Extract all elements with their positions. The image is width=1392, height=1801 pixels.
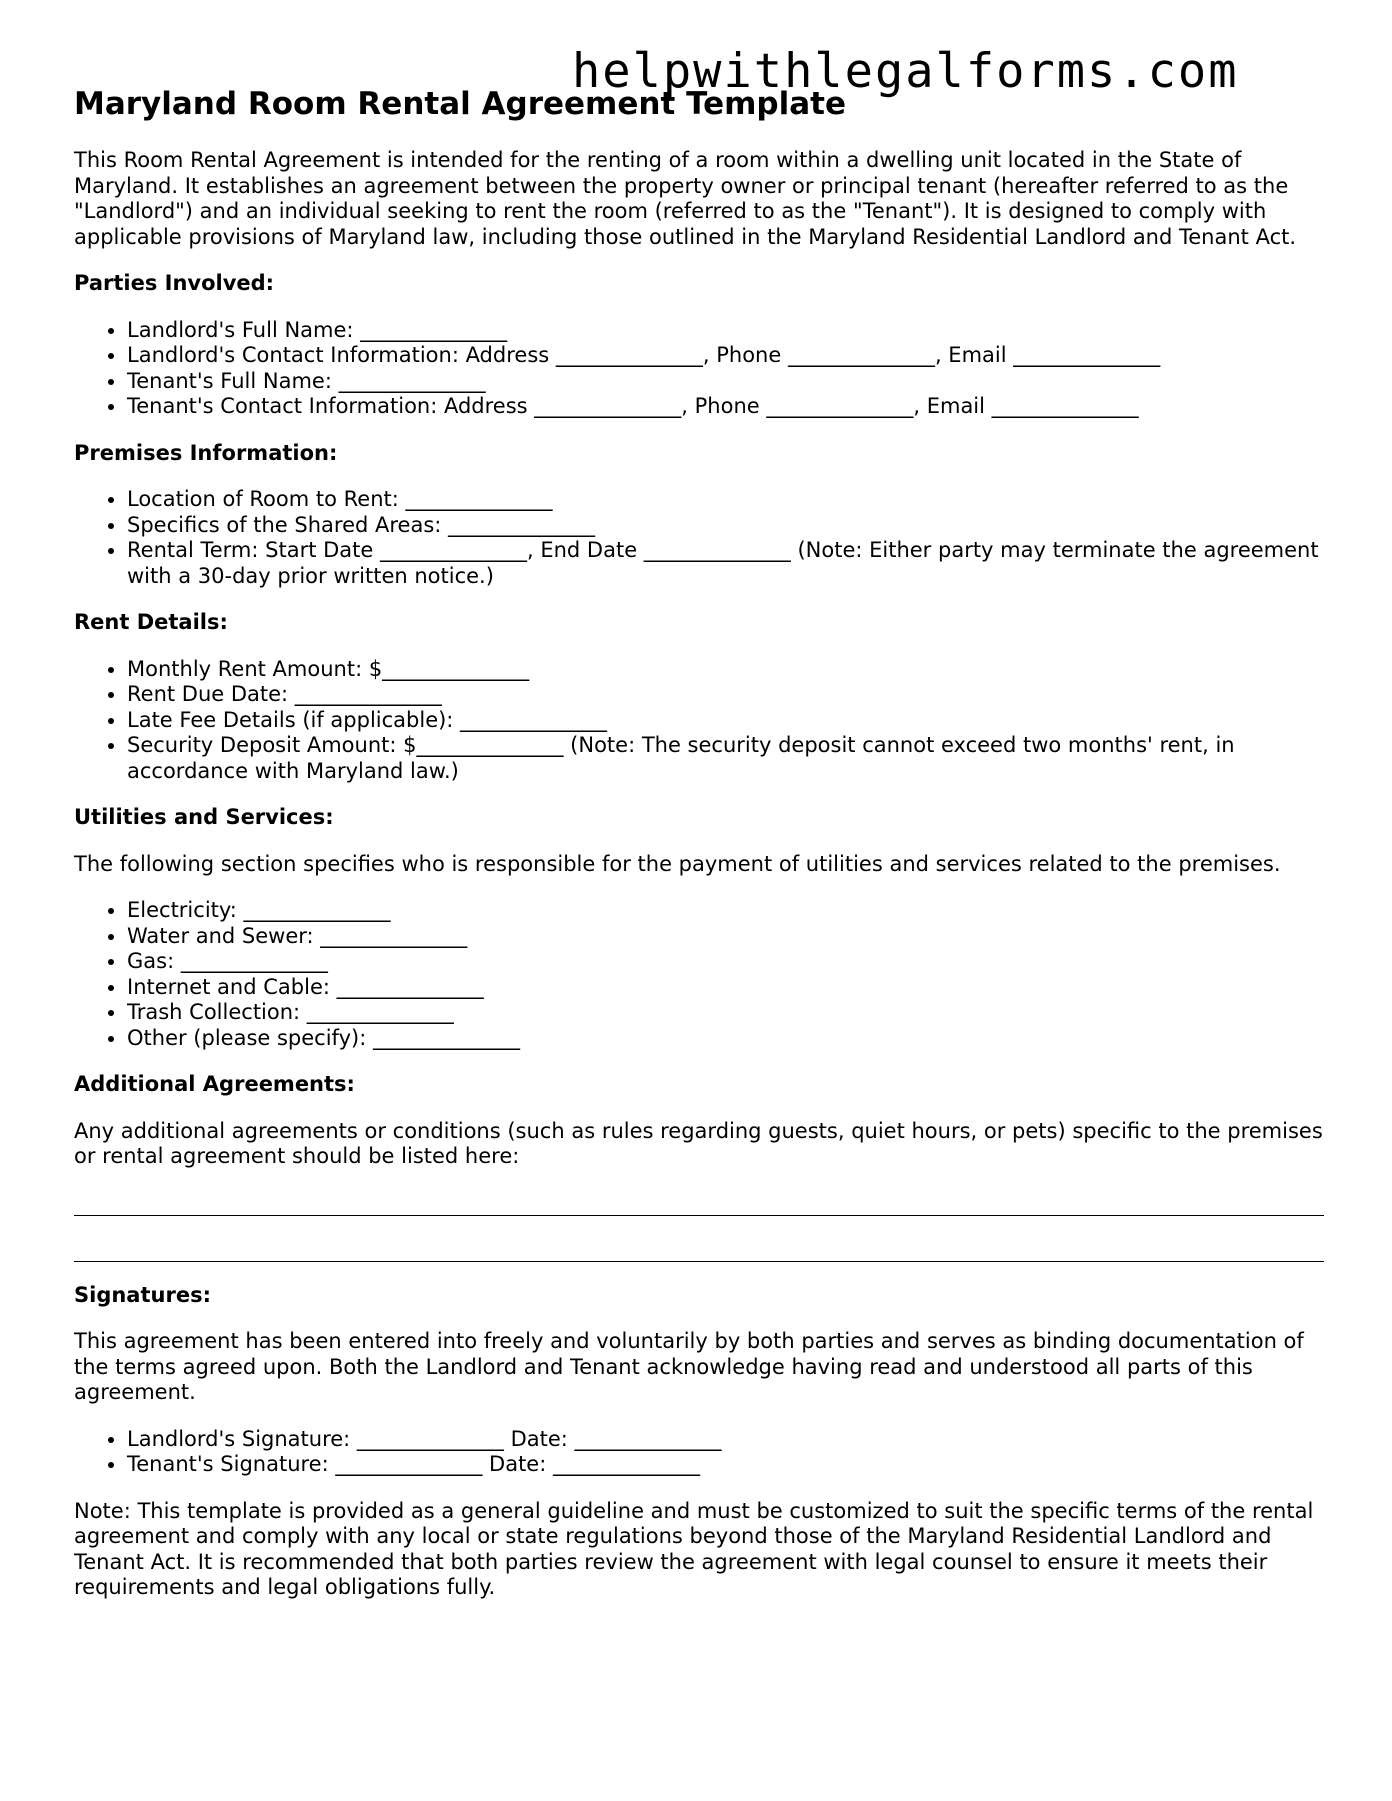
utilities-paragraph: The following section specifies who is responsible for the payment of utilities and services related to the premises.	[74, 851, 1281, 876]
list-item: • Other (please specify): ______________	[127, 1026, 1324, 1052]
list-item: • Late Fee Details (if applicable): ______________	[127, 708, 1324, 734]
list-item: • Monthly Rent Amount: $______________	[127, 657, 1324, 683]
list-item: • Trash Collection: ______________	[127, 1000, 1324, 1026]
list-item: • Water and Sewer: ______________	[127, 924, 1324, 950]
list-item: • Location of Room to Rent: ______________	[127, 487, 1324, 513]
site-watermark: helpwithlegalforms.com	[572, 44, 1239, 99]
parties-heading: Parties Involved:	[74, 271, 275, 295]
list-item: • Landlord's Contact Information: Address ______________, Phone ______________, Email ______________	[127, 343, 1324, 369]
list-item: • Landlord's Full Name: ______________	[127, 318, 1324, 344]
blank-line	[74, 1237, 1324, 1262]
additional-heading: Additional Agreements:	[74, 1072, 355, 1096]
list-item: • Internet and Cable: ______________	[127, 975, 1324, 1001]
list-item: • Security Deposit Amount: $______________ (Note: The security deposit cannot exceed two months' rent, in accordance with Maryland law.)	[127, 733, 1324, 784]
list-item: • Rent Due Date: ______________	[127, 682, 1324, 708]
rent-heading: Rent Details:	[74, 610, 228, 634]
signatures-paragraph: This agreement has been entered into freely and voluntarily by both parties and serves as binding documentation of the terms agreed upon. Both the Landlord and Tenant acknowledge having read and understood all parts of this agreement.	[74, 1329, 1304, 1404]
list-item: • Gas: ______________	[127, 949, 1324, 975]
list-item: • Specifics of the Shared Areas: ______________	[127, 513, 1324, 539]
list-item: • Tenant's Contact Information: Address ______________, Phone ______________, Email ______________	[127, 394, 1324, 420]
note-paragraph: Note: This template is provided as a general guideline and must be customized to suit the specific terms of the rental agreement and comply with any local or state regulations beyond those of the Maryland Residential Landlord and Tenant Act. It is recommended that both parties review the agreement with legal counsel to ensure it meets their requirements and legal obligations fully.	[74, 1498, 1314, 1599]
page-title: Maryland Room Rental Agreement Template	[74, 86, 847, 122]
list-item: • Tenant's Signature: ______________ Date: ______________	[127, 1452, 1324, 1478]
list-item: • Tenant's Full Name: ______________	[127, 369, 1324, 395]
intro-paragraph: This Room Rental Agreement is intended for the renting of a room within a dwelling unit located in the State of Maryland. It establishes an agreement between the property owner or principal tenant (hereafter referred to as the "Landlord") and an individual seeking to rent the room (referred to as the "Tenant"). It is designed to comply with applicable provisions of Maryland law, including those outlined in the Maryland Residential Landlord and Tenant Act.	[74, 148, 1297, 249]
rent-list	[74, 657, 1324, 785]
blank-line	[74, 1191, 1324, 1216]
signatures-list	[74, 1427, 1324, 1478]
signatures-heading: Signatures:	[74, 1282, 211, 1307]
utilities-heading: Utilities and Services:	[74, 805, 334, 829]
additional-paragraph: Any additional agreements or conditions (such as rules regarding guests, quiet hours, or pets) specific to the premises or rental agreement should be listed here:	[74, 1118, 1323, 1168]
utilities-list	[74, 898, 1324, 1051]
premises-list	[74, 487, 1324, 589]
parties-list	[74, 318, 1324, 420]
list-item: • Landlord's Signature: ______________ Date: ______________	[127, 1427, 1324, 1453]
premises-heading: Premises Information:	[74, 440, 338, 465]
document	[74, 86, 1324, 1622]
list-item: • Electricity: ______________	[127, 898, 1324, 924]
list-item: • Rental Term: Start Date ______________, End Date ______________ (Note: Either party may terminate the agreement with a 30-day prior written notice.)	[127, 538, 1324, 589]
